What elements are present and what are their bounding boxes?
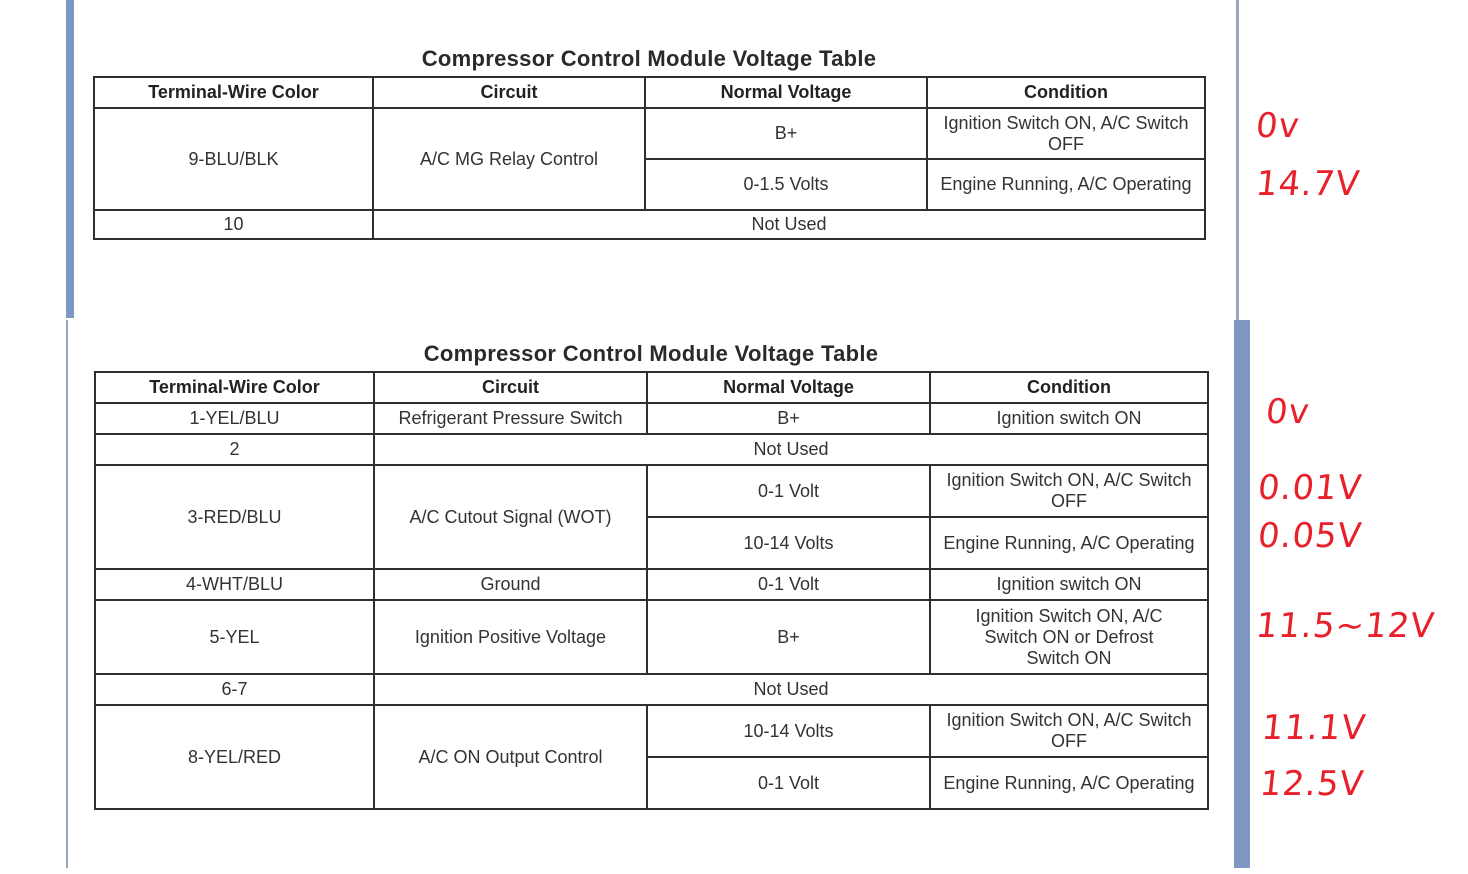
scan-edge-left-bottom: [66, 320, 68, 868]
cell-condition: Ignition Switch ON, A/C Switch OFF: [930, 465, 1208, 517]
header-condition: Condition: [930, 372, 1208, 403]
cell-terminal: 4-WHT/BLU: [95, 569, 374, 600]
cell-voltage: B+: [647, 403, 930, 434]
table-title: Compressor Control Module Voltage Table: [421, 46, 877, 71]
cell-voltage: 10-14 Volts: [647, 705, 930, 757]
cell-not-used: Not Used: [373, 210, 1205, 239]
cell-terminal: 1-YEL/BLU: [95, 403, 374, 434]
cell-circuit: A/C Cutout Signal (WOT): [374, 465, 647, 569]
cell-condition: Ignition Switch ON, A/C Switch ON or Defrost Switch ON: [930, 600, 1208, 674]
scan-edge-left-top: [66, 0, 74, 318]
cell-voltage: 0-1 Volt: [647, 465, 930, 517]
handwritten-note: 12.5V: [1257, 764, 1367, 804]
cell-terminal: 9-BLU/BLK: [94, 108, 373, 210]
handwritten-note: 0v: [1263, 392, 1312, 432]
header-voltage: Normal Voltage: [645, 77, 927, 108]
cell-condition: Ignition switch ON: [930, 569, 1208, 600]
handwritten-note: 0.01V: [1255, 468, 1365, 508]
cell-voltage: 0-1 Volt: [647, 757, 930, 809]
cell-terminal: 6-7: [95, 674, 374, 705]
cell-voltage: 0-1 Volt: [647, 569, 930, 600]
handwritten-note: 14.7V: [1253, 164, 1363, 204]
cell-circuit: A/C MG Relay Control: [373, 108, 645, 210]
cell-terminal: 8-YEL/RED: [95, 705, 374, 809]
cell-condition: Ignition Switch ON, A/C Switch OFF: [930, 705, 1208, 757]
cell-voltage: 0-1.5 Volts: [645, 159, 927, 210]
voltage-table-bottom: [94, 371, 1209, 810]
cell-condition: Ignition switch ON: [930, 403, 1208, 434]
cell-circuit: A/C ON Output Control: [374, 705, 647, 809]
header-terminal: Terminal-Wire Color: [94, 77, 373, 108]
cell-condition: Ignition Switch ON, A/C Switch OFF: [927, 108, 1205, 159]
cell-condition: Engine Running, A/C Operating: [927, 159, 1205, 210]
header-voltage: Normal Voltage: [647, 372, 930, 403]
cell-circuit: Refrigerant Pressure Switch: [374, 403, 647, 434]
cell-terminal: 10: [94, 210, 373, 239]
cell-voltage: B+: [647, 600, 930, 674]
header-terminal: Terminal-Wire Color: [95, 372, 374, 403]
cell-condition: Engine Running, A/C Operating: [930, 757, 1208, 809]
header-circuit: Circuit: [373, 77, 645, 108]
cell-not-used: Not Used: [374, 434, 1208, 465]
cell-circuit: Ground: [374, 569, 647, 600]
scan-edge-right-top: [1236, 0, 1239, 320]
cell-voltage: 10-14 Volts: [647, 517, 930, 569]
cell-voltage: B+: [645, 108, 927, 159]
table-title: Compressor Control Module Voltage Table: [423, 341, 879, 366]
header-circuit: Circuit: [374, 372, 647, 403]
cell-terminal: 2: [95, 434, 374, 465]
handwritten-note: 0.05V: [1255, 516, 1365, 556]
voltage-table-top: [93, 76, 1206, 240]
cell-not-used: Not Used: [374, 674, 1208, 705]
handwritten-note: 0v: [1253, 106, 1302, 146]
cell-terminal: 3-RED/BLU: [95, 465, 374, 569]
header-condition: Condition: [927, 77, 1205, 108]
cell-terminal: 5-YEL: [95, 600, 374, 674]
cell-circuit: Ignition Positive Voltage: [374, 600, 647, 674]
cell-condition: Engine Running, A/C Operating: [930, 517, 1208, 569]
handwritten-note: 11.1V: [1259, 708, 1369, 748]
handwritten-note: 11.5~12V: [1253, 606, 1437, 646]
scan-edge-right-bottom: [1234, 320, 1250, 868]
